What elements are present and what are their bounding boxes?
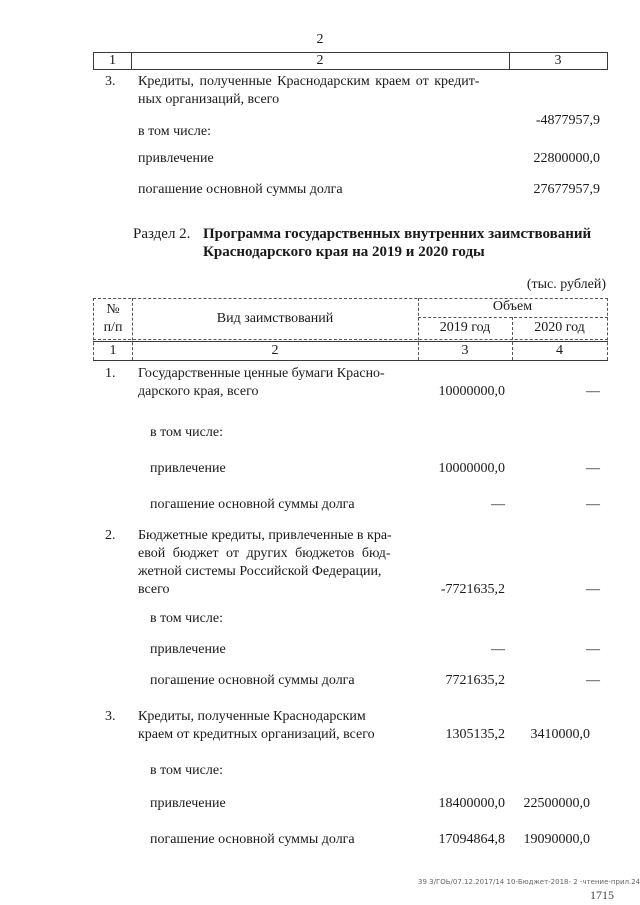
colnum-1: 1: [109, 343, 117, 358]
section-title-line2: Краснодарского края на 2019 и 2020 годы: [203, 244, 485, 260]
row-attract-label: привлечение: [150, 642, 226, 657]
row-title-line: жетной системы Российской Федерации,: [138, 564, 382, 579]
row-number: 3.: [105, 74, 116, 89]
row-total-2020: —: [586, 582, 600, 597]
row-title-line: дарского края, всего: [138, 384, 259, 399]
row-number: 3.: [105, 709, 116, 724]
row-title-line: евой бюджет от других бюджетов бюд-: [138, 546, 391, 561]
row-title-line1: Кредиты, полученные Краснодарским краем от кредит-: [138, 74, 480, 89]
row-total-2020: —: [586, 384, 600, 399]
row-title-line: краем от кредитных организаций, всего: [138, 727, 375, 742]
row-repay-2020: —: [586, 497, 600, 512]
head-2019: 2019 год: [439, 320, 491, 335]
head-volume: Объем: [492, 299, 533, 314]
row-number: 2.: [105, 528, 116, 543]
page-number: 2: [316, 32, 324, 47]
unit-label: (тыс. рублей): [526, 277, 606, 292]
row-in-that: в том числе:: [138, 124, 211, 139]
head-type: Вид заимствований: [216, 311, 334, 326]
colnum-4: 4: [556, 343, 563, 358]
row-total-value: -4877957,9: [535, 113, 600, 128]
footer-file-path: 39 З/ГОЬ/07.12.2017/14 10-Бюджет-2018- 2 -чтение-прил.24: [418, 878, 640, 886]
row-attract-2020: —: [586, 642, 600, 657]
row-repay-label: погашение основной суммы долга: [138, 182, 343, 197]
row-attract-2019: —: [491, 642, 505, 657]
row-attract-value: 22800000,0: [533, 151, 600, 166]
row-number: 1.: [105, 366, 116, 381]
row-repay-label: погашение основной суммы долга: [150, 673, 355, 688]
row-attract-label: привлечение: [150, 796, 226, 811]
head-num-line2: п/п: [103, 320, 123, 335]
row-attract-label: привлечение: [150, 461, 226, 476]
row-attract-2020: —: [586, 461, 600, 476]
row-in-that: в том числе:: [150, 611, 223, 626]
colnum-3: 3: [461, 343, 469, 358]
row-repay-2019: 17094864,8: [438, 832, 505, 847]
section-prefix: Раздел 2.: [133, 226, 191, 242]
row-title-line: всего: [138, 582, 170, 597]
row-title-line: Кредиты, полученные Краснодарским: [138, 709, 366, 724]
row-repay-2020: —: [586, 673, 600, 688]
row-repay-2019: 7721635,2: [445, 673, 505, 688]
top-col-2: 2: [316, 53, 324, 68]
row-total-2019: 1305135,2: [445, 727, 505, 742]
row-attract-2019: 18400000,0: [438, 796, 505, 811]
row-attract-2019: 10000000,0: [438, 461, 505, 476]
row-in-that: в том числе:: [150, 425, 223, 440]
row-in-that: в том числе:: [150, 763, 223, 778]
row-repay-label: погашение основной суммы долга: [150, 832, 355, 847]
row-attract-2020: 22500000,0: [523, 796, 590, 811]
row-total-2019: -7721635,2: [440, 582, 505, 597]
row-total-2020: 3410000,0: [530, 727, 590, 742]
row-repay-value: 27677957,9: [533, 182, 600, 197]
top-col-3: 3: [554, 53, 562, 68]
row-total-2019: 10000000,0: [438, 384, 505, 399]
row-title-line: Государственные ценные бумаги Красно-: [138, 366, 385, 381]
colnum-2: 2: [271, 343, 279, 358]
row-attract-label: привлечение: [138, 151, 214, 166]
row-repay-2019: —: [491, 497, 505, 512]
section-title-line1: Программа государственных внутренних заимствований: [203, 226, 592, 242]
row-repay-label: погашение основной суммы долга: [150, 497, 355, 512]
head-2020: 2020 год: [534, 320, 585, 335]
row-title-line2: ных организаций, всего: [138, 92, 280, 107]
sheet-number: 1715: [590, 888, 614, 902]
top-col-1: 1: [109, 53, 116, 68]
row-title-line: Бюджетные кредиты, привлеченные в кра-: [138, 528, 392, 543]
row-repay-2020: 19090000,0: [523, 832, 590, 847]
head-num-line1: №: [106, 302, 120, 317]
